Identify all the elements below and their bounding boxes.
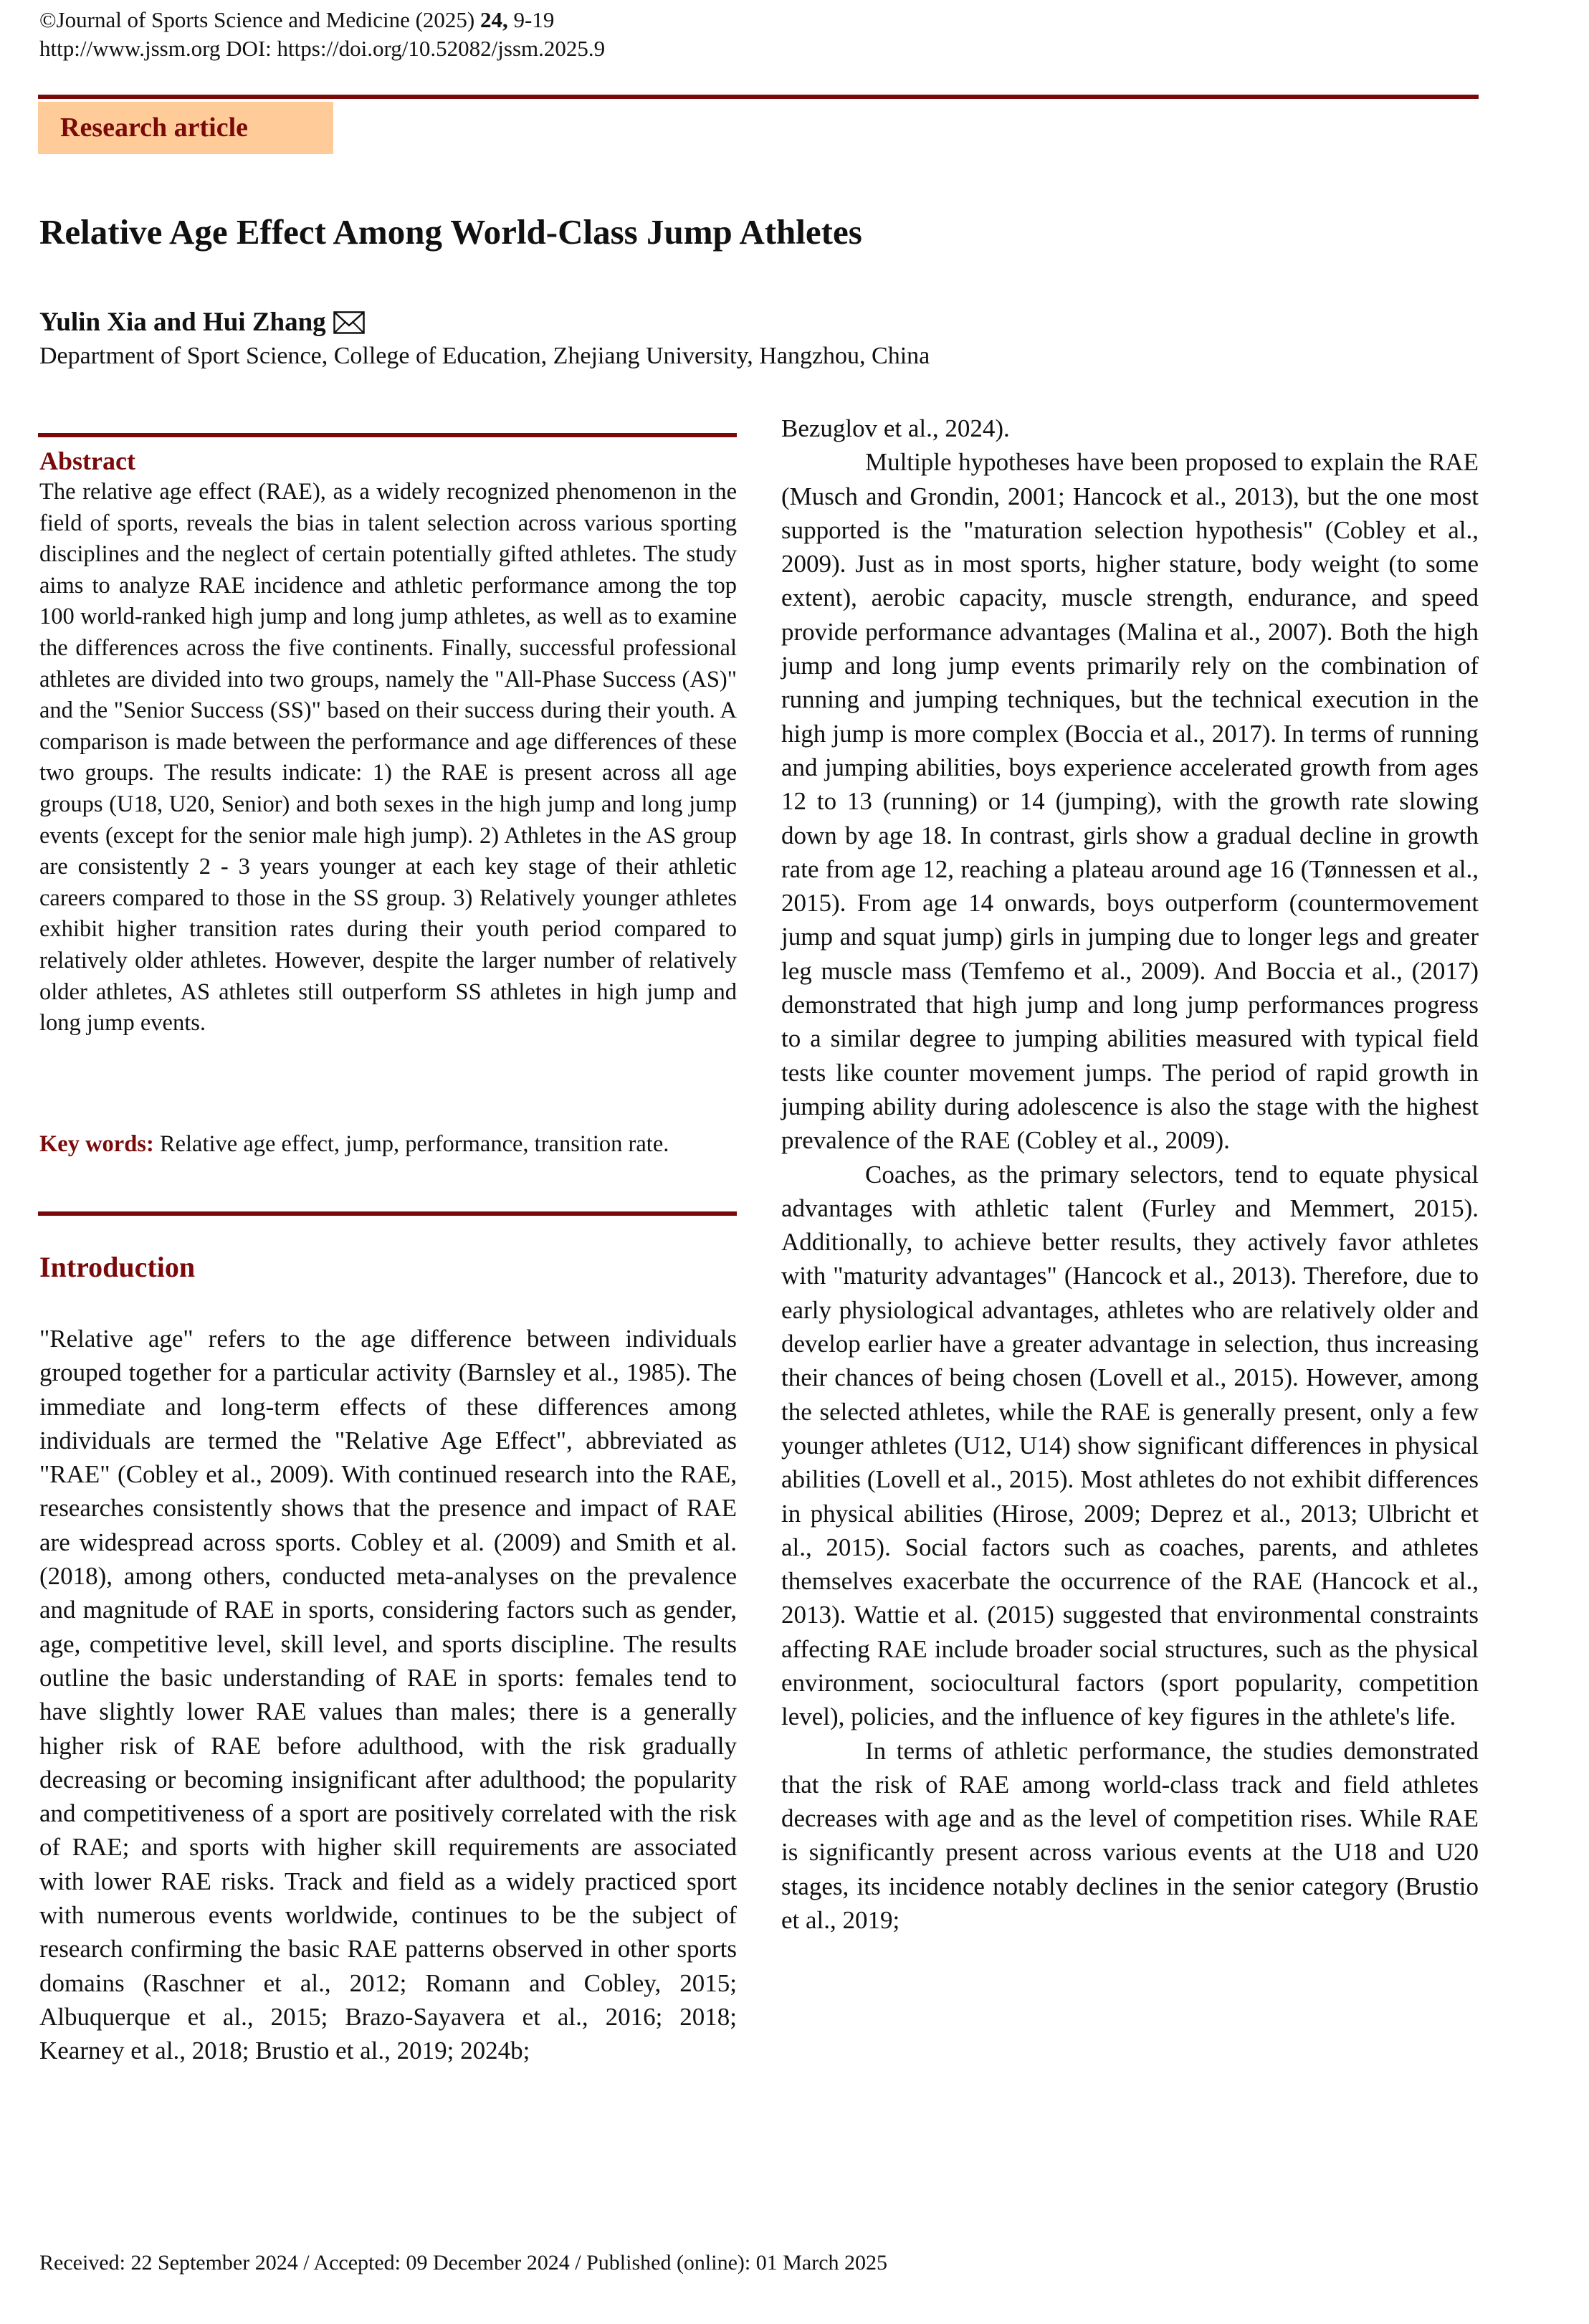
keywords-list: Relative age effect, jump, performance, transition rate. bbox=[153, 1131, 669, 1157]
keywords-label: Key words: bbox=[39, 1131, 154, 1157]
intro-paragraph: Coaches, as the primary selectors, tend to equate physical advantages with athletic talent (Furley and Memmert, 2015). Additionally, to achieve better results, they actively favor athletes with "maturity advantages" (Hancock et al., 2013). Therefore, due to early physiological advantages, athletes who are relatively older and develop earlier have a greater advantage in selection, thus increasing their chances of being chosen (Lovell et al., 2015). However, among the selected athletes, while the RAE is generally present, only a few younger athletes (U12, U14) show significant differences in physical abilities (Lovell et al., 2015). Most athletes do not exhibit differences in physical abilities (Hirose, 2009; Deprez et al., 2013; Ulbricht et al., 2015). Social factors such as coaches, parents, and athletes themselves exacerbate the occurrence of the RAE (Hancock et al., 2013). Wattie et al. (2015) suggested that environmental constraints affecting RAE include broader social structures, such as the physical environment, sociocultural factors (sport popularity, competition level), policies, and the influence of key figures in the athlete's life. bbox=[781, 1160, 1479, 1731]
abstract-bottom-divider bbox=[38, 1211, 737, 1216]
left-column-body bbox=[39, 1322, 737, 2068]
intro-paragraph-continued: Bezuglov et al., 2024). bbox=[781, 414, 1010, 442]
intro-paragraph: In terms of athletic performance, the studies demonstrated that the risk of RAE among world-class track and field athletes decreases with age and as the level of competition rises. While RAE is significantly present across various events at the U18 and U20 stages, its incidence notably declines in the senior category (Brustio et al., 2019; bbox=[781, 1736, 1479, 1935]
article-type-label: Research article bbox=[60, 113, 249, 143]
abstract-heading: Abstract bbox=[39, 447, 135, 475]
abstract-top-divider bbox=[38, 433, 737, 437]
intro-paragraph: Multiple hypotheses have been proposed to explain the RAE (Musch and Grondin, 2001; Hancock et al., 2013), but the one most supported is the "maturation selection hypothesis" (Cobley et al., 2009). Just as in most sports, higher stature, body weight (to some extent), aerobic capacity, muscle strength, endurance, and speed provide performance advantages (Malina et al., 2007). Both the high jump and long jump events primarily rely on the combination of running and jumping techniques, but the technical execution in the high jump is more complex (Boccia et al., 2017). In terms of running and jumping abilities, boys experience accelerated growth from ages 12 to 13 (running) or 14 (jumping), with the growth rate slowing down by age 18. In contrast, girls show a gradual decline in growth rate from age 12, reaching a plateau around age 16 (Tønnessen et al., 2015). From age 14 onwards, boys outperform (countermovement jump and squat jump) girls in jumping due to longer legs and greater leg muscle mass (Temfemo et al., 2009). And Boccia et al., (2017) demonstrated that high jump and long jump performances progress to a similar degree to jumping abilities measured with typical field tests like counter movement jumps. The period of rapid growth in jumping ability during adolescence is also the stage with the highest prevalence of the RAE (Cobley et al., 2009). bbox=[781, 448, 1479, 1155]
journal-volume: 24, bbox=[480, 7, 508, 32]
article-title: Relative Age Effect Among World-Class Jump Athletes bbox=[39, 212, 862, 252]
journal-citation-line bbox=[39, 6, 554, 34]
right-column-body bbox=[781, 411, 1479, 1937]
author-line bbox=[39, 307, 365, 338]
journal-pages: 9-19 bbox=[507, 7, 555, 32]
journal-name: ©Journal of Sports Science and Medicine (2025) bbox=[39, 7, 480, 32]
article-type-badge bbox=[38, 102, 333, 154]
publication-dates: Received: 22 September 2024 / Accepted: 09 December 2024 / Published (online): 01 March 2025 bbox=[39, 2251, 888, 2275]
envelope-icon[interactable] bbox=[333, 310, 365, 333]
author-affiliation: Department of Sport Science, College of Education, Zhejiang University, Hangzhou, China bbox=[39, 343, 930, 369]
abstract-text: The relative age effect (RAE), as a widely recognized phenomenon in the field of sports, reveals the bias in talent selection across various sporting disciplines and the neglect of certain potentially gifted athletes. The study aims to analyze RAE incidence and athletic performance among the top 100 world-ranked high jump and long jump athletes, as well as to examine the differences across the five continents. Finally, successful professional athletes are divided into two groups, namely the "All-Phase Success (AS)" and the "Senior Success (SS)" based on their success during their youth. A comparison is made between the performance and age differences of these two groups. The results indicate: 1) the RAE is present across all age groups (U18, U20, Senior) and both sexes in the high jump and long jump events (except for the senior male high jump). 2) Athletes in the AS group are consistently 2 - 3 years younger at each key stage of their athletic careers compared to those in the SS group. 3) Relatively younger athletes exhibit higher transition rates during their youth period compared to relatively older athletes. However, despite the larger number of relatively older athletes, AS athletes still outperform SS athletes in high jump and long jump events. bbox=[39, 479, 737, 1037]
doi-line[interactable]: http://www.jssm.org DOI: https://doi.org/10.52082/jssm.2025.9 bbox=[39, 36, 606, 61]
keywords bbox=[39, 1128, 737, 1160]
header-divider bbox=[38, 95, 1479, 99]
intro-paragraph: "Relative age" refers to the age difference between individuals grouped together for a particular activity (Barnsley et al., 1985). The immediate and long-term effects of these differences among individuals are termed the "Relative Age Effect", abbreviated as "RAE" (Cobley et al., 2009). With continued research into the RAE, researches consistently shows that the presence and impact of RAE are widespread across sports. Cobley et al. (2009) and Smith et al. (2018), among others, conducted meta-analyses on the prevalence and magnitude of RAE in sports, considering factors such as gender, age, competitive level, skill level, and sports discipline. The results outline the basic understanding of RAE in sports: females tend to have slightly lower RAE values than males; there is a generally higher risk of RAE before adulthood, with the risk gradually decreasing or becoming insignificant after adulthood; the popularity and competitiveness of a sport are positively correlated with the risk of RAE; and sports with higher skill requirements are associated with lower RAE risks. Track and field as a widely practiced sport with numerous events worldwide, continues to be the subject of research confirming the basic RAE patterns observed in other sports domains (Raschner et al., 2012; Romann and Cobley, 2015; Albuquerque et al., 2015; Brazo-Sayavera et al., 2016; 2018; Kearney et al., 2018; Brustio et al., 2019; 2024b; bbox=[39, 1325, 737, 2065]
author-names: Yulin Xia and Hui Zhang bbox=[39, 308, 326, 337]
introduction-heading: Introduction bbox=[39, 1251, 196, 1283]
